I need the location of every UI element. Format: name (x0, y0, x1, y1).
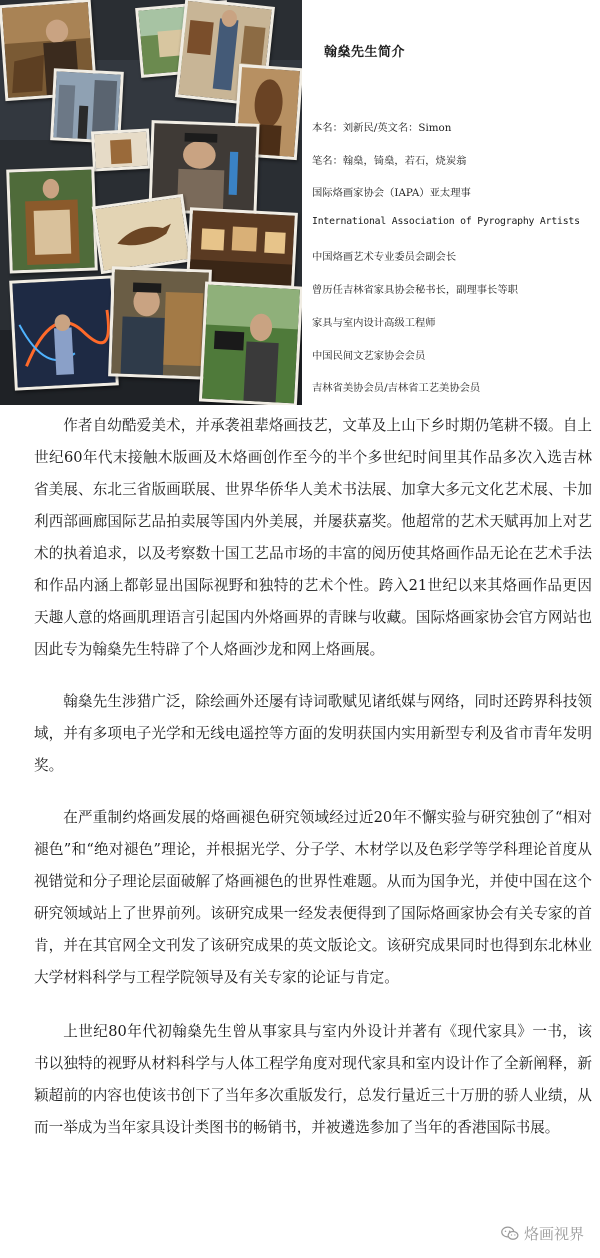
info-pen-names: 笔名：翰燊，锜燊，若石，烧炭翁 (312, 155, 467, 167)
photo-artist-with-camera (199, 282, 302, 405)
watermark-text: 烙画视界 (523, 1225, 584, 1243)
info-senior-engineer: 家具与室内设计高级工程师 (312, 317, 436, 329)
biography-article (34, 410, 592, 1164)
info-real-name: 本名：刘新民/英文名：Simon (312, 122, 452, 134)
info-folk-artists-member: 中国民间文艺家协会会员 (312, 350, 426, 362)
photo-man-with-framed-artwork (6, 166, 98, 273)
photo-sculpture-display (91, 129, 151, 172)
info-former-positions: 曾历任吉林省家具协会秘书长，副理事长等职 (312, 284, 518, 296)
account-watermark (501, 1223, 584, 1244)
wechat-icon (501, 1226, 519, 1241)
info-iapa-fullname: International Association of Pyrography Artists (312, 216, 580, 227)
paragraph-inventions: 翰燊先生涉猎广泛，除绘画外还屡有诗词歌赋见诸纸媒与网络，同时还跨界科技领域，并有多项电子光学和无线电遥控等方面的发明获国内实用新型专利及省市青年发明奖。 (34, 693, 592, 774)
paragraph-furniture-book: 上世纪80年代初翰燊先生曾从事家具与室内外设计并著有《现代家具》一书，该书以独特的视野从材料科学与人体工程学角度对现代家具和室内设计作了全新阐释，新颖超前的内容也使该书创下了当年多次重版发行，总发行量近三十万册的骄人业绩，从而一举成为当年家具设计类图书的畅销书，并被遴选参加了当年的香港国际书展。 (34, 1023, 592, 1136)
info-vice-president: 中国烙画艺术专业委员会副会长 (312, 251, 457, 263)
photo-collage (0, 0, 302, 405)
photo-artist-light-painting (9, 275, 119, 390)
paragraph-artistic-career: 作者自幼酷爱美术，并承袭祖辈烙画技艺，文革及上山下乡时期仍笔耕不辍。自上世纪60年代末接触木版画及木烙画创作至今的半个多世纪时间里其作品多次入选吉林省美展、东北三省版画联展、世界华侨华人美术书法展、加拿大多元文化艺术展、卡加利西部画廊国际艺品拍卖展等国内外美展，并屡获嘉奖。他超常的艺术天赋再加上对艺术的执着追求，以及考察数十国工艺品市场的丰富的阅历使其烙画作品无论在艺术手法和作品内涵上都彰显出国际视野和独特的艺术个性。跨入21世纪以来其烙画作品更因天趣人意的烙画肌理语言引起国内外烙画界的青睐与收藏。国际烙画家协会官方网站也因此专为翰燊先生特辟了个人烙画沙龙和网上烙画展。 (34, 417, 592, 658)
info-iapa-role: 国际烙画家协会（IAPA）亚太理事 (312, 187, 471, 199)
profile-title: 翰燊先生简介 (324, 45, 406, 60)
paragraph-fading-research: 在严重制约烙画发展的烙画褪色研究领域经过近20年不懈实验与研究独创了“相对褪色”和“绝对褪色”理论，并根据光学、分子学、木材学以及色彩学等学科理论首度从视错觉和分子理论层面破解了烙画褪色的世界性难题。从而为国争光，并使中国在这个研究领域站上了世界前列。该研究成果一经发表便得到了国际烙画家协会有关专家的首肯，并在其官网全文刊发了该研究成果的英文版论文。该研究成果同时也得到东北林业大学材料科学与工程学院领导及有关专家的论证与肯定。 (34, 809, 592, 986)
info-provincial-member: 吉林省美协会员/吉林省工艺美协会员 (312, 382, 481, 394)
photo-bird-pyrography (92, 194, 193, 274)
photo-artist-painting-closeup (108, 266, 212, 379)
